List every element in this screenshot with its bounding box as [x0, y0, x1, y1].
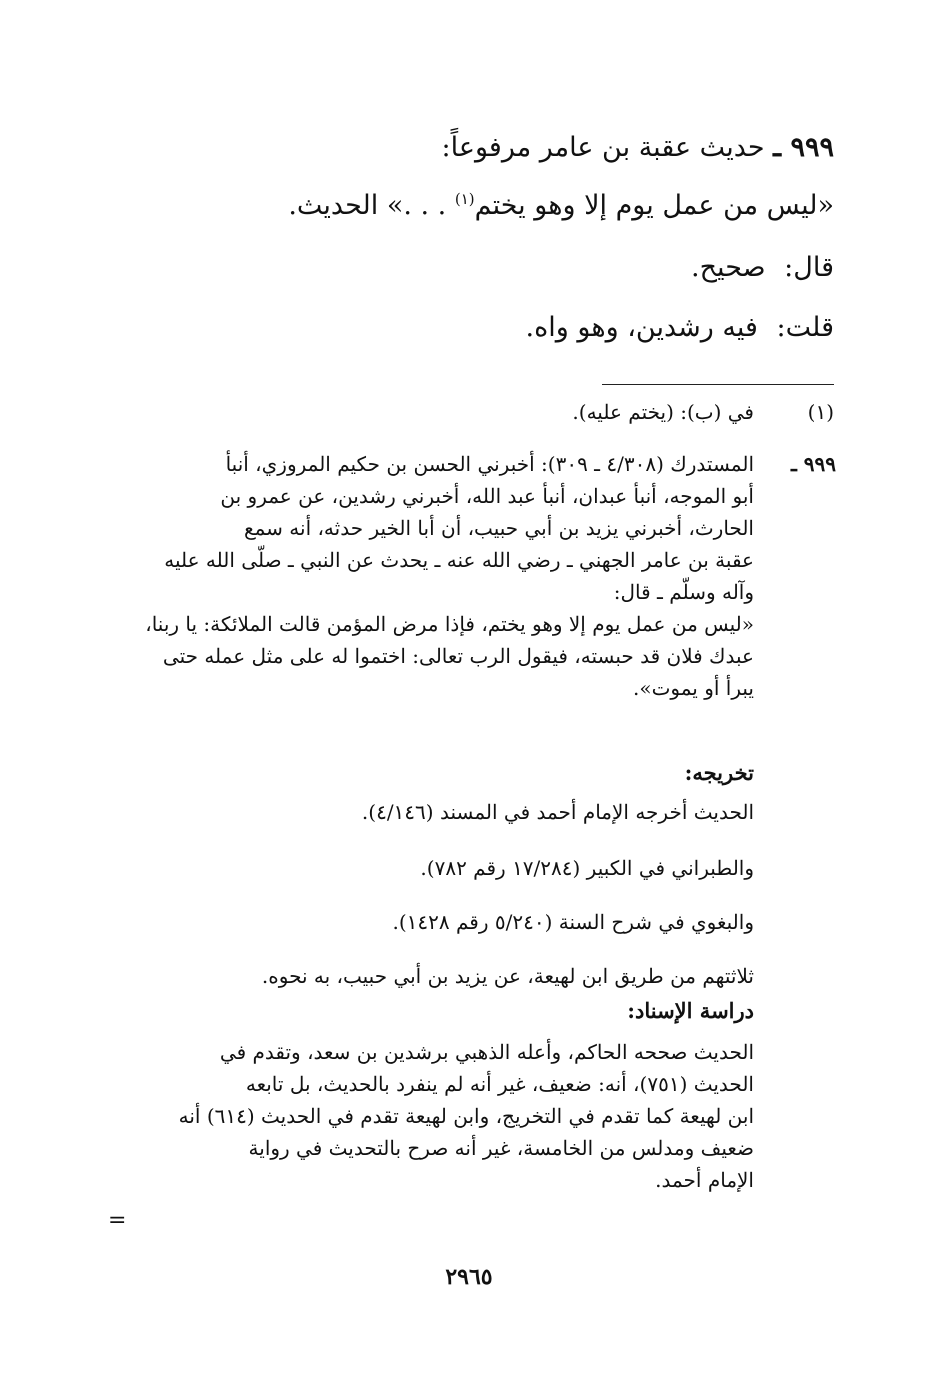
- continuation-mark: =: [108, 1208, 127, 1233]
- hadith-text-line: [134, 186, 834, 226]
- qultu-text: فيه رشدين، وهو واه.: [525, 312, 758, 343]
- entry-title: حديث عقبة بن عامر مرفوعاً:: [441, 132, 765, 163]
- commentary-line: أبو الموجه، أنبأ عبدان، أنبأ عبد الله، أخبرني رشدين، عن عمرو بن: [220, 484, 754, 508]
- commentary-text: [134, 448, 754, 704]
- qala-label: قال:: [784, 252, 834, 283]
- qala-line: [134, 248, 834, 288]
- takhrij-heading: تخريجه:: [684, 760, 754, 785]
- isnad-line: الحديث (٧٥١)، أنه: ضعيف، غير أنه لم ينفرد بالحديث، بل تابعه: [245, 1072, 754, 1096]
- entry-number: ٩٩٩ ـ: [773, 132, 834, 163]
- footnote-divider: [602, 384, 834, 385]
- takhrij-line: والبغوي في شرح السنة (٥/٢٤٠ رقم ١٤٢٨).: [392, 910, 754, 934]
- isnad-line: الحديث صححه الحاكم، وأعله الذهبي برشدين بن سعد، وتقدم في: [219, 1040, 754, 1064]
- commentary-line: يبرأ أو يموت».: [632, 676, 754, 700]
- isnad-line: الإمام أحمد.: [655, 1168, 754, 1192]
- commentary-line: وآله وسلّم ـ قال:: [613, 580, 754, 604]
- qultu-label: قلت:: [776, 312, 834, 343]
- footnote-reference: (١): [454, 190, 475, 208]
- page-number: ٢٩٦٥: [445, 1264, 493, 1290]
- commentary-line: عقبة بن عامر الجهني ـ رضي الله عنه ـ يحدث عن النبي ـ صلّى الله عليه: [164, 548, 754, 572]
- footnote-marker: (١): [807, 400, 834, 424]
- commentary-line: المستدرك (٤/٣٠٨ ـ ٣٠٩): أخبرني الحسن بن حكيم المروزي، أنبأ: [225, 452, 754, 476]
- entry-heading-line: [134, 128, 834, 168]
- isnad-heading: دراسة الإسناد:: [627, 998, 754, 1023]
- hadith-text: «ليس من عمل يوم إلا وهو يختم: [474, 190, 834, 221]
- commentary-line: عبدك فلان قد حبسته، فيقول الرب تعالى: اختموا له على مثل عمله حتى: [162, 644, 754, 668]
- isnad-line: ابن لهيعة كما تقدم في التخريج، وابن لهيعة تقدم في الحديث (٦١٤) أنه: [178, 1104, 754, 1128]
- footnote-text: في (ب): (يختم عليه).: [572, 400, 754, 424]
- hadith-end: . . .» الحديث.: [288, 190, 447, 221]
- qala-text: صحيح.: [691, 252, 766, 283]
- commentary-number: ٩٩٩ ـ: [790, 452, 836, 476]
- isnad-line: ضعيف ومدلس من الخامسة، غير أنه صرح بالتحديث في رواية: [248, 1136, 754, 1160]
- takhrij-line: والطبراني في الكبير (١٧/٢٨٤ رقم ٧٨٢).: [420, 856, 754, 880]
- takhrij-line: ثلاثتهم من طريق ابن لهيعة، عن يزيد بن أبي حبيب، به نحوه.: [261, 964, 754, 988]
- commentary-line: «ليس من عمل يوم إلا وهو يختم، فإذا مرض المؤمن قالت الملائكة: يا ربنا،: [145, 612, 754, 636]
- takhrij-line: الحديث أخرجه الإمام أحمد في المسند (٤/١٤٦).: [361, 800, 754, 824]
- isnad-text: [134, 1036, 754, 1196]
- commentary-line: الحارث، أخبرني يزيد بن أبي حبيب، أن أبا الخير حدثه، أنه سمع: [243, 516, 754, 540]
- qultu-line: [134, 308, 834, 348]
